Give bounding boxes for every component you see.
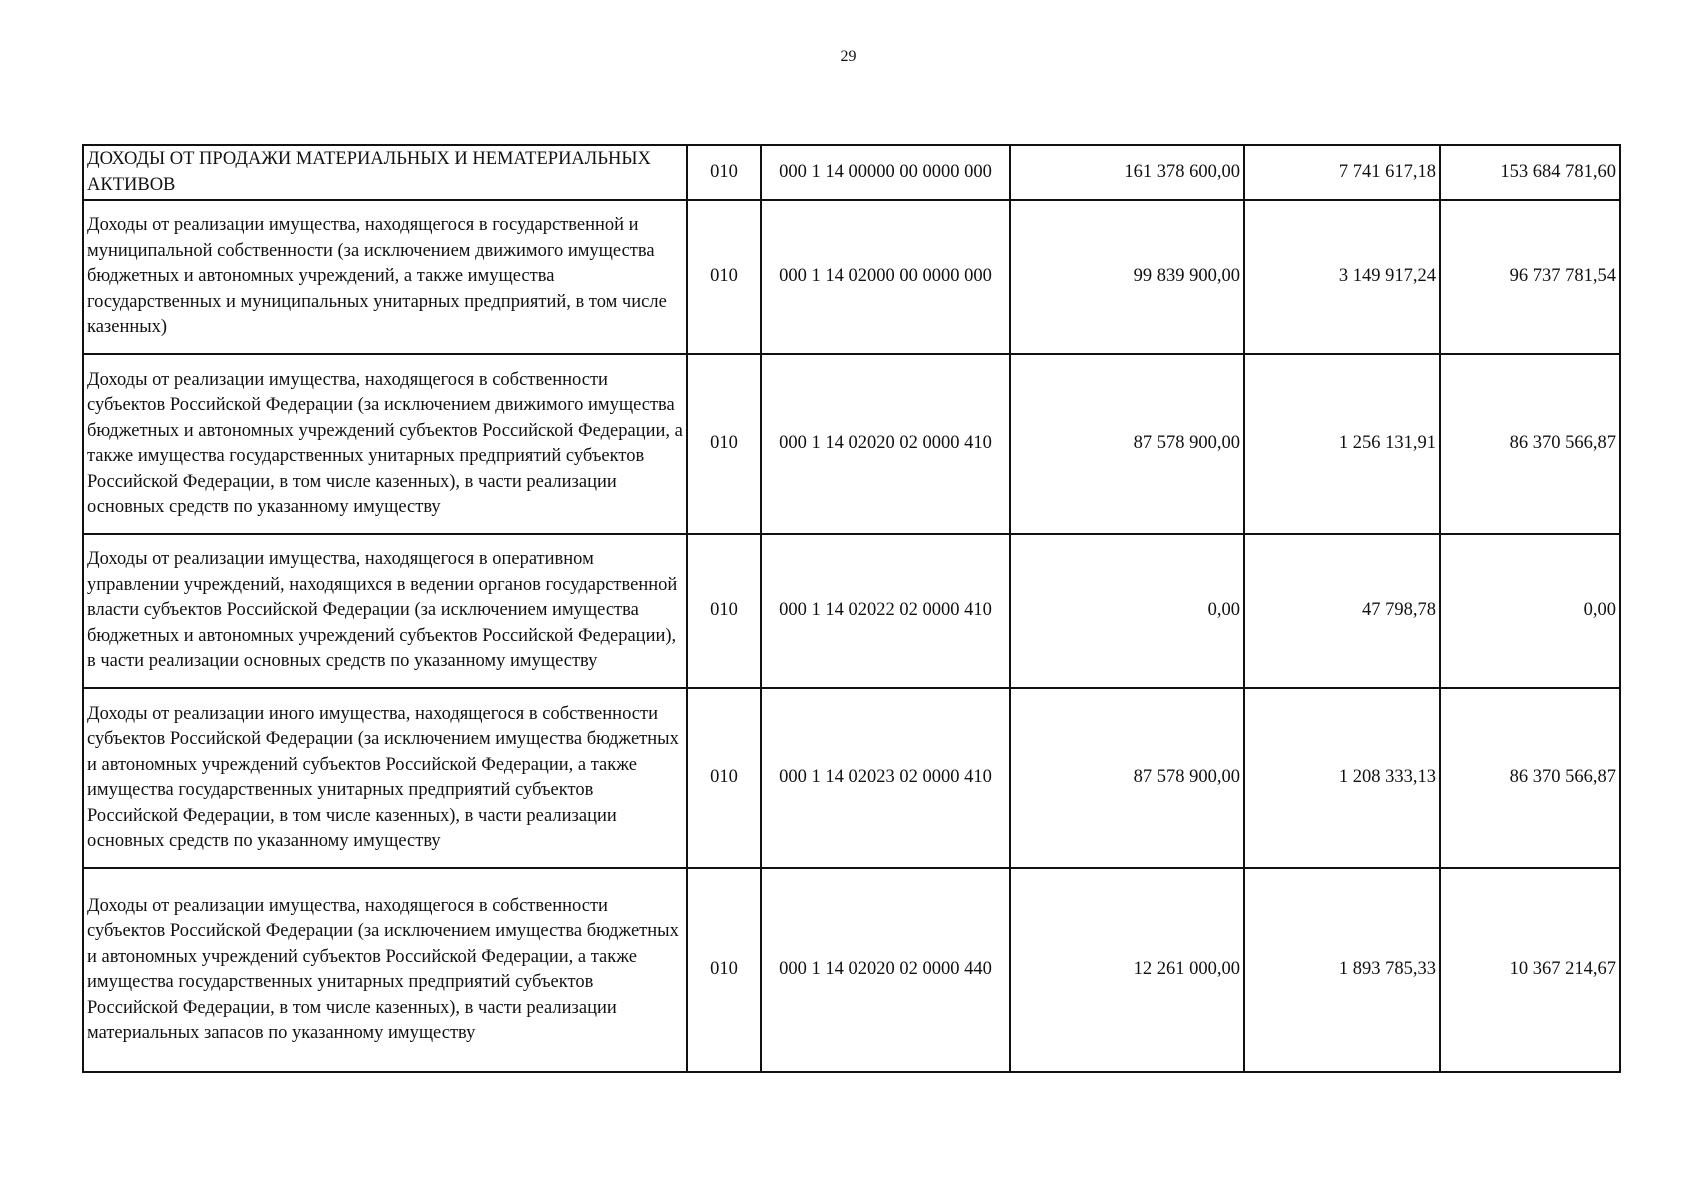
revenue-table bbox=[82, 144, 1621, 1073]
row-name: Доходы от реализации имущества, находящегося в собственности субъектов Российской Федерации (за исключением имущества бюджетных и автономных учреждений субъектов Российской Федерации, а также имущества государственных унитарных предприятий субъектов Российской Федерации, в том числе казенных), в части реализации материальных запасов по указанному имуществу bbox=[83, 868, 687, 1072]
row-unexecuted: 86 370 566,87 bbox=[1440, 688, 1620, 868]
row-name: Доходы от реализации имущества, находящегося в собственности субъектов Российской Федерации (за исключением движимого имущества бюджетных и автономных учреждений субъектов Российской Федерации, а также имущества государственных унитарных предприятий субъектов Российской Федерации, в том числе казенных), в части реализации основных средств по указанному имуществу bbox=[83, 354, 687, 534]
row-executed: 47 798,78 bbox=[1244, 534, 1440, 688]
row-income-code: 000 1 14 02020 02 0000 410 bbox=[761, 354, 1010, 534]
page-number: 29 bbox=[840, 48, 857, 65]
row-unexecuted: 153 684 781,60 bbox=[1440, 145, 1620, 200]
row-unexecuted: 86 370 566,87 bbox=[1440, 354, 1620, 534]
row-approved: 12 261 000,00 bbox=[1010, 868, 1244, 1072]
table-row bbox=[83, 688, 1620, 868]
row-approved: 0,00 bbox=[1010, 534, 1244, 688]
row-approved: 87 578 900,00 bbox=[1010, 688, 1244, 868]
row-income-code: 000 1 14 02023 02 0000 410 bbox=[761, 688, 1010, 868]
row-name: Доходы от реализации имущества, находящегося в оперативном управлении учреждений, находящихся в ведении органов государственной власти субъектов Российской Федерации (за исключением имущества бюджетных и автономных учреждений субъектов Российской Федерации), в части реализации основных средств по указанному имуществу bbox=[83, 534, 687, 688]
table-row bbox=[83, 534, 1620, 688]
row-executed: 1 893 785,33 bbox=[1244, 868, 1440, 1072]
table-row bbox=[83, 145, 1620, 200]
row-approved: 161 378 600,00 bbox=[1010, 145, 1244, 200]
row-line-code: 010 bbox=[687, 145, 761, 200]
table-row bbox=[83, 354, 1620, 534]
row-line-code: 010 bbox=[687, 868, 761, 1072]
row-approved: 87 578 900,00 bbox=[1010, 354, 1244, 534]
row-unexecuted: 10 367 214,67 bbox=[1440, 868, 1620, 1072]
row-unexecuted: 96 737 781,54 bbox=[1440, 200, 1620, 354]
row-name: ДОХОДЫ ОТ ПРОДАЖИ МАТЕРИАЛЬНЫХ И НЕМАТЕРИАЛЬНЫХ АКТИВОВ bbox=[83, 145, 687, 200]
row-line-code: 010 bbox=[687, 354, 761, 534]
row-approved: 99 839 900,00 bbox=[1010, 200, 1244, 354]
table-row bbox=[83, 200, 1620, 354]
row-executed: 1 256 131,91 bbox=[1244, 354, 1440, 534]
row-unexecuted: 0,00 bbox=[1440, 534, 1620, 688]
row-income-code: 000 1 14 02022 02 0000 410 bbox=[761, 534, 1010, 688]
row-income-code: 000 1 14 00000 00 0000 000 bbox=[761, 145, 1010, 200]
table-row bbox=[83, 868, 1620, 1072]
row-name: Доходы от реализации имущества, находящегося в государственной и муниципальной собственности (за исключением движимого имущества бюджетных и автономных учреждений, а также имущества государственных и муниципальных унитарных предприятий, в том числе казенных) bbox=[83, 200, 687, 354]
row-income-code: 000 1 14 02020 02 0000 440 bbox=[761, 868, 1010, 1072]
row-income-code: 000 1 14 02000 00 0000 000 bbox=[761, 200, 1010, 354]
row-executed: 3 149 917,24 bbox=[1244, 200, 1440, 354]
row-line-code: 010 bbox=[687, 200, 761, 354]
row-name: Доходы от реализации иного имущества, находящегося в собственности субъектов Российской Федерации (за исключением имущества бюджетных и автономных учреждений субъектов Российской Федерации, а также имущества государственных унитарных предприятий субъектов Российской Федерации, в том числе казенных), в части реализации основных средств по указанному имуществу bbox=[83, 688, 687, 868]
row-line-code: 010 bbox=[687, 688, 761, 868]
row-line-code: 010 bbox=[687, 534, 761, 688]
row-executed: 7 741 617,18 bbox=[1244, 145, 1440, 200]
row-executed: 1 208 333,13 bbox=[1244, 688, 1440, 868]
